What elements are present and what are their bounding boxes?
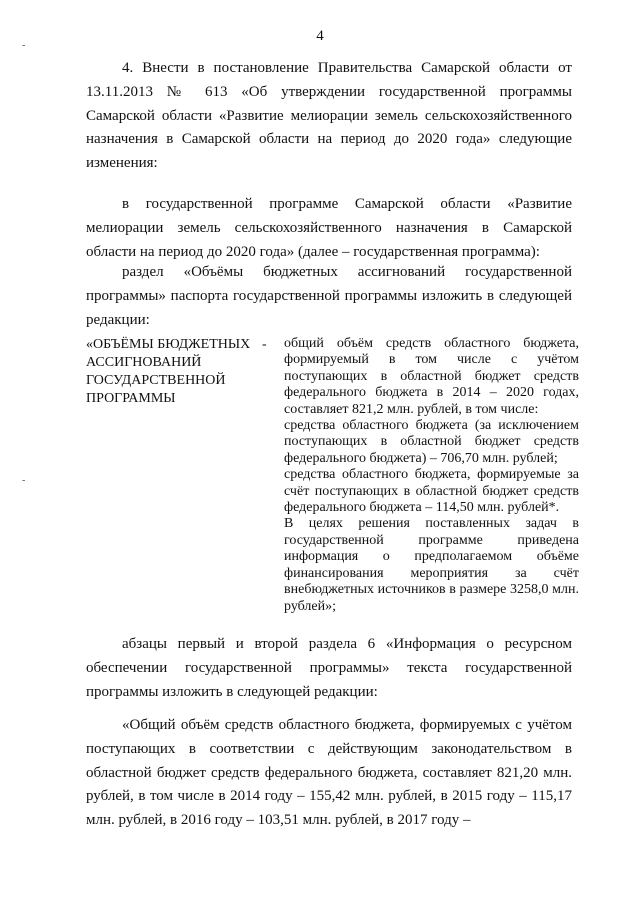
margin-mark: - <box>22 40 26 51</box>
paragraph-section-6: абзацы первый и второй раздела 6 «Информация о ресурсном обеспечении государственной программы» текста государственной программы изложить в следующей редакции: <box>86 636 572 700</box>
margin-mark: - <box>22 475 26 486</box>
budget-extrabudget-text: В целях решения поставленных задач в государственной программе приведена информация о предполагаемом объёме финансирования мероприятия за счёт внебюджетных источников в размере 3258,0 млн. рублей»; <box>284 516 579 614</box>
budget-regional-text: средства областного бюджета (за исключением поступающих в областной бюджет средств федерального бюджета) – 706,70 млн. рублей; <box>284 418 579 466</box>
paragraph-program-changes: в государственной программе Самарской области «Развитие мелиорации земель сельскохозяйственного назначения в Самарской области на период до 2020 года» (далее – государственная программа): <box>86 196 572 260</box>
paragraph-section-budget: раздел «Объёмы бюджетных ассигнований государственной программы» паспорта государственной программы изложить в следующей редакции: <box>86 264 572 328</box>
table-right-cell <box>284 336 579 615</box>
paragraph-quoted-text: «Общий объём средств областного бюджета, формируемых с учётом поступающих в соответствии с действующим законодательством в областной бюджет средств федерального бюджета, составляет 821,20 млн. рублей, в том числе в 2014 году – 155,42 млн. рублей, в 2015 году – 115,17 млн. рублей, в 2016 году – 103,51 млн. рублей, в 2017 году – <box>86 717 572 829</box>
page-number: 4 <box>316 28 324 44</box>
budget-total-text: общий объём средств областного бюджета, формируемый в том числе с учётом поступающих в областной бюджет средств федерального бюджета в 2014 – 2020 годах, составляет 821,2 млн. рублей, в том числе: <box>284 336 579 417</box>
paragraph-item-4: 4. Внести в постановление Правительства Самарской области от 13.11.2013 № 613 «Об утверждении государственной программы Самарской области «Развитие мелиорации земель сельскохозяйственного назначения в Самарской области на период до 2020 года» следующие изменения: <box>86 60 572 172</box>
table-dash: - <box>262 337 267 352</box>
table-left-cell: «ОБЪЁМЫ БЮДЖЕТНЫХ АССИГНОВАНИЙ ГОСУДАРСТВЕННОЙ ПРОГРАММЫ <box>86 337 251 406</box>
budget-federal-text: средства областного бюджета, формируемые за счёт поступающих в областной бюджет средств федерального бюджета – 114,50 млн. рублей*. <box>284 467 579 516</box>
